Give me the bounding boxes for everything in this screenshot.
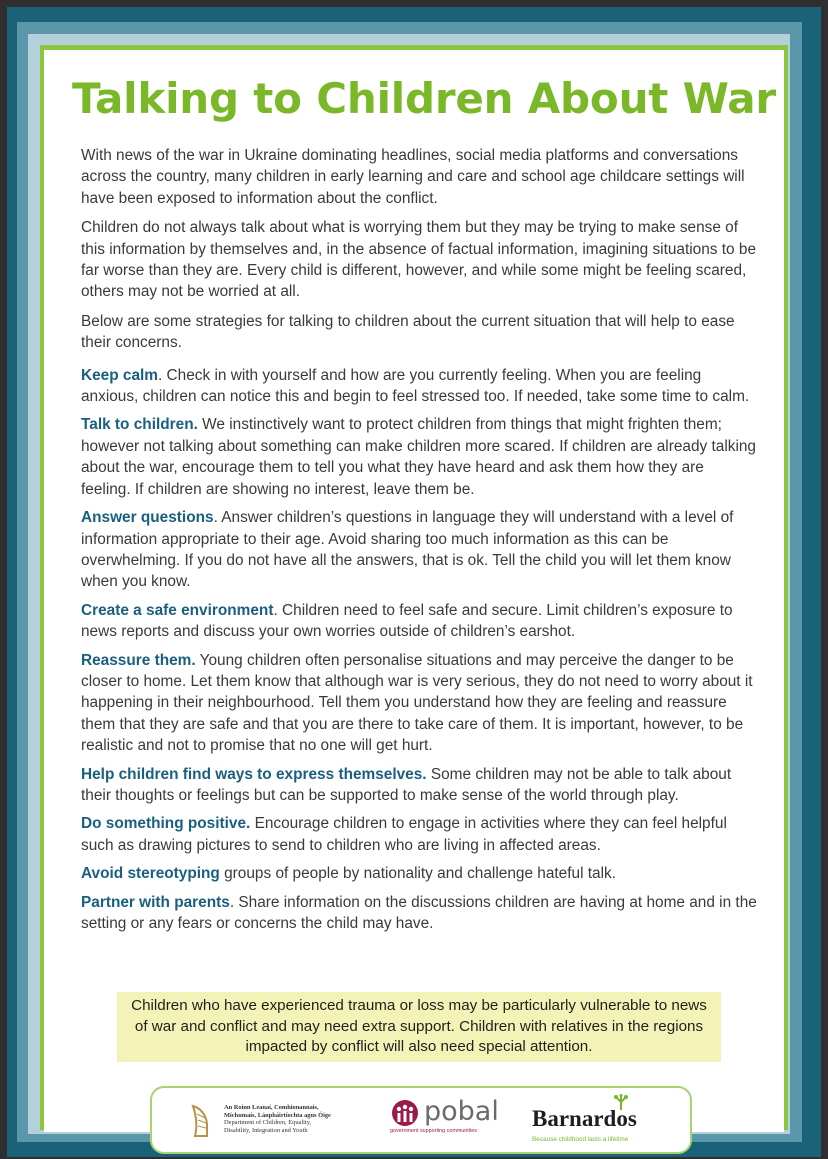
barnardos-tagline: Because childhood lasts a lifetime (532, 1136, 629, 1143)
pobal-circle-icon (390, 1098, 420, 1128)
tip-heading: Keep calm (81, 366, 158, 384)
intro-paragraph-1: With news of the war in Ukraine dominating headlines, social media platforms and conversations across the country, many children in early learning and care and school age childcare settings will have been exposed to information about the conflict. (81, 147, 745, 207)
harp-icon (188, 1104, 212, 1138)
poster-body (81, 145, 757, 941)
tip-heading: Create a safe environment (81, 601, 274, 619)
tip-safe-environment (81, 600, 757, 643)
tip-partner-parents (81, 892, 757, 935)
intro-paragraph-2: Children do not always talk about what is worrying them but they may be trying to make sense of this information by themselves and, in the absence of factual information, imagining situations to be far worse than they are. Every child is different, however, and while some might be feeling scared, others may not be worried at all. (81, 219, 757, 301)
dept-english-line-1: Department of Children, Equality, (224, 1119, 312, 1127)
intro-paragraph-3: Below are some strategies for talking to children about the current situation that will help to ease their concerns. (81, 312, 735, 352)
tip-text: . Children need to feel safe and secure. Limit children’s exposure to news reports and discuss your own worries outside of children’s earshot. (81, 601, 733, 641)
logo-bar (150, 1086, 692, 1154)
tip-text: We instinctively want to protect children from things that might frighten them; however not talking about something can make children more scared. If children are already talking about the war, encourage them to tell you what they have heard and ask them how they are feeling. If children are showing no interest, leave them be. (81, 416, 756, 498)
tip-heading: Partner with parents (81, 893, 230, 911)
tip-text: . Answer children’s questions in language they will understand with a level of information appropriate to their age. Avoid sharing too much information as this can be overwhelming. If you do not have all the answers, that is ok. Tell the child you will let them know when you know. (81, 509, 734, 591)
tip-heading: Avoid stereotyping (81, 865, 220, 883)
tip-talk-to-children (81, 414, 757, 500)
tip-reassure-them (81, 650, 757, 757)
tip-text: . Share information on the discussions children are having at home and in the setting or any fears or concerns the child may have. (81, 893, 757, 932)
pobal-wordmark: pobal (424, 1096, 499, 1127)
dept-english-line-2: Disability, Integration and Youth (224, 1126, 308, 1134)
tip-text: groups of people by nationality and challenge hateful talk. (219, 865, 616, 883)
tip-heading: Talk to children. (81, 416, 198, 434)
tip-text: . Check in with yourself and how are you currently feeling. When you are feeling anxious, children can notice this and begin to feel stressed too. If needed, take some time to calm. (81, 366, 750, 406)
page-title: Talking to Children About War (72, 74, 776, 123)
tip-keep-calm (81, 365, 757, 408)
tip-heading: Reassure them. (81, 651, 196, 669)
department-name (224, 1104, 364, 1134)
support-callout (117, 992, 721, 1062)
tip-express-themselves (81, 764, 757, 807)
tip-text: Encourage children to engage in activities where they can feel helpful such as drawing pictures to send to children who are living in affected areas. (81, 815, 727, 854)
dept-irish-line-1: An Roinn Leanaí, Comhionannais, (224, 1104, 319, 1111)
tip-heading: Answer questions (81, 509, 214, 527)
tip-text: Young children often personalise situations and may perceive the danger to be closer to home. Let them know that although war is very serious, they do not need to worry about it happening in their neighbourhood. Tell them you understand how they are feeling and reassure them that they are safe and that you are there to take care of them. It is important, however, to be realistic and not to promise that no one will get hurt. (81, 651, 753, 755)
tip-heading: Do something positive. (81, 815, 251, 833)
tip-heading: Help children find ways to express themselves. (81, 765, 427, 783)
tip-avoid-stereotyping (81, 863, 757, 884)
callout-text: Children who have experienced trauma or loss may be particularly vulnerable to news of war and conflict and may need extra support. Children with relatives in the regions impacted by conflict will also need special attention. (131, 997, 707, 1056)
tip-something-positive (81, 813, 757, 856)
tip-answer-questions (81, 507, 757, 593)
barnardos-wordmark: Barnardos (532, 1106, 637, 1131)
tip-text: Some children may not be able to talk about their thoughts or feelings but can be supported to make sense of the world through play. (81, 765, 732, 804)
dept-irish-line-2: Míchumais, Lánpháirtíochta agus Óige (224, 1111, 331, 1119)
pobal-tagline: government supporting communities (390, 1128, 477, 1134)
pobal-logo (390, 1096, 499, 1134)
